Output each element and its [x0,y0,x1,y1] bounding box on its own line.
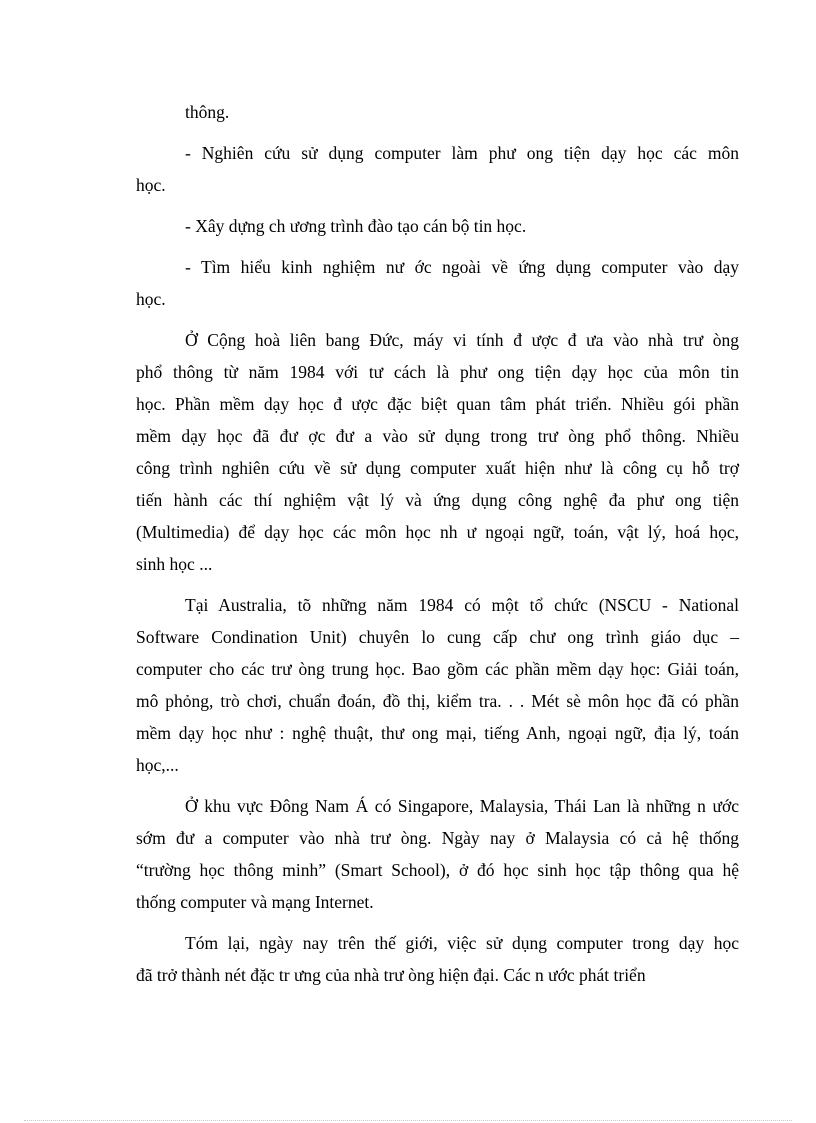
paragraph-line: đã trở thành nét đặc tr ưng của nhà trư òng hiện đại. Các n ước phát triển [136,965,646,985]
paragraph [136,210,739,242]
paragraph [136,790,739,918]
paragraph-line: sinh học ... [136,554,213,574]
paragraph [136,324,739,580]
paragraph-line: - Nghiên cứu sử dụng computer làm phư ong tiện dạy học các môn [185,143,739,163]
paragraph-line: phổ thông từ năm 1984 với tư cách là phư ong tiện dạy học của môn tin [136,362,739,382]
paragraph-line: mô phỏng, trò chơi, chuẩn đoán, đồ thị, kiểm tra. . . Mét sè môn học đã có phần [136,691,739,711]
paragraph [136,251,739,315]
paragraph-line: học. Phần mềm dạy học đ ược đặc biệt quan tâm phát triển. Nhiều gói phần [136,394,739,414]
page-bottom-border [24,1120,792,1121]
paragraph-line: “trường học thông minh” (Smart School), ở đó học sinh học tập thông qua hệ [136,860,739,880]
paragraph-line: học,... [136,755,179,775]
paragraph-line: - Xây dựng ch ương trình đào tạo cán bộ tin học. [185,216,527,236]
paragraph-line: Software Condination Unit) chuyên lo cung cấp chư ong trình giáo dục – [136,627,739,647]
paragraph-line: tiến hành các thí nghiệm vật lý và ứng dụng công nghệ đa phư ong tiện [136,490,739,510]
paragraph-line: sớm đư a computer vào nhà trư òng. Ngày nay ở Malaysia có cả hệ thống [136,828,739,848]
paragraph-line: công trình nghiên cứu về sử dụng computer xuất hiện như là công cụ hỗ trợ [136,458,739,478]
paragraph [136,137,739,201]
paragraph [136,589,739,781]
paragraph [136,927,739,991]
paragraph-line: mềm dạy học đã đư ợc đư a vào sử dụng trong trư òng phổ thông. Nhiều [136,426,739,446]
paragraph-line: mềm dạy học như : nghệ thuật, thư ong mại, tiếng Anh, ngoại ngữ, địa lý, toán [136,723,739,743]
paragraph-line: học. [136,289,166,309]
paragraph-line: Tóm lại, ngày nay trên thế giới, việc sử dụng computer trong dạy học [185,933,739,953]
paragraph-line: thống computer và mạng Internet. [136,892,374,912]
paragraph-line: Tại Australia, tõ những năm 1984 có một tổ chức (NSCU - National [185,595,739,615]
paragraph-line: Ở khu vực Đông Nam Á có Singapore, Malaysia, Thái Lan là những n ước [185,796,739,816]
paragraph-line: computer cho các trư òng trung học. Bao gồm các phần mềm dạy học: Giải toán, [136,659,739,679]
paragraph-line: Ở Cộng hoà liên bang Đức, máy vi tính đ ược đ ưa vào nhà trư òng [185,330,739,350]
paragraph-line: - Tìm hiểu kinh nghiệm nư ớc ngoài về ứng dụng computer vào dạy [185,257,739,277]
paragraph-line: (Multimedia) để dạy học các môn học nh ư ngoại ngữ, toán, vật lý, hoá học, [136,522,739,542]
paragraph-line: thông. [185,102,230,122]
document-body [136,96,739,1000]
paragraph [136,96,739,128]
paragraph-line: học. [136,175,166,195]
